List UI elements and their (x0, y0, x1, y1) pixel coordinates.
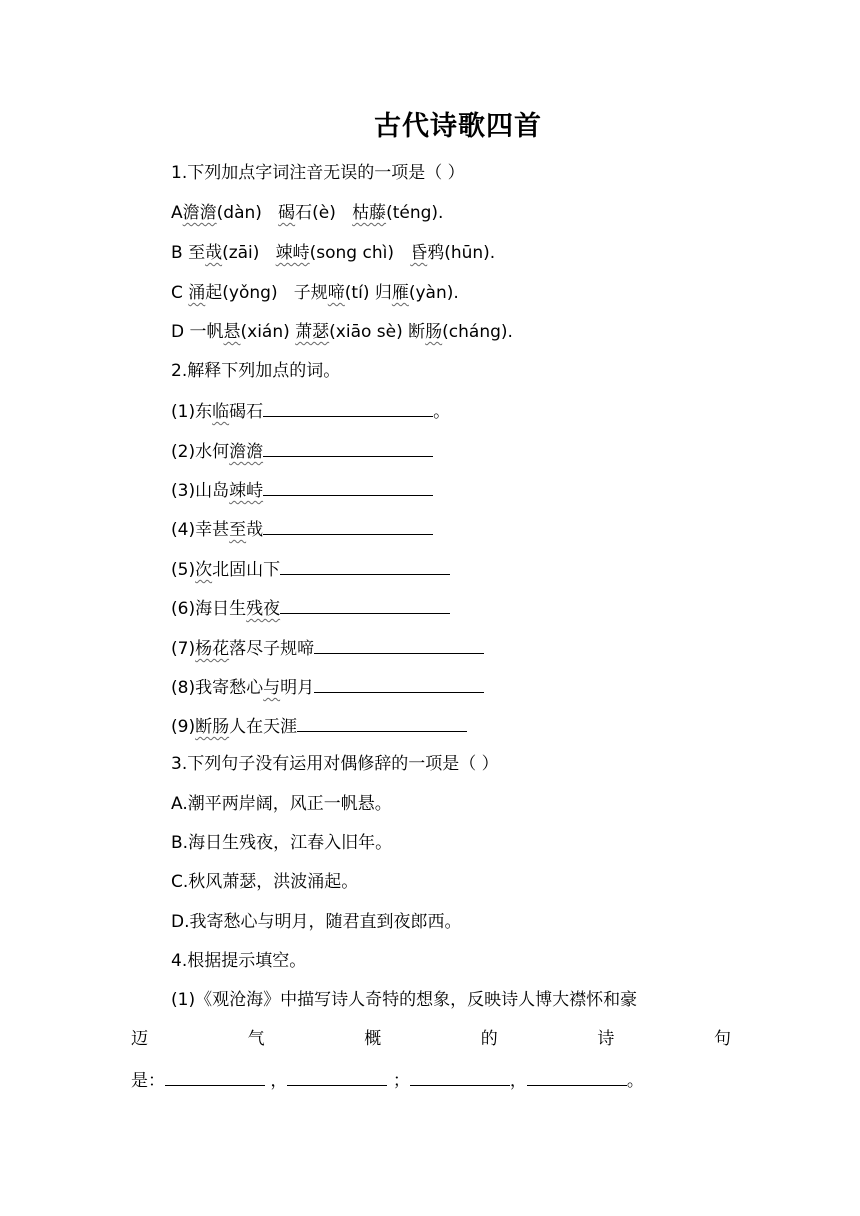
text: 水何 (195, 442, 230, 462)
q2-item-7 (171, 635, 484, 661)
answer-blank[interactable] (314, 635, 484, 654)
item-number: (7) (171, 639, 196, 659)
marked-word: 澹澹 (229, 442, 264, 462)
pinyin: (cháng). (442, 322, 513, 342)
word: 子规 (293, 283, 328, 303)
word: 归 (374, 283, 392, 303)
page-title: 古代诗歌四首 (374, 111, 542, 142)
option-label: D (171, 322, 185, 342)
text: 山岛 (195, 481, 230, 501)
text: 东 (195, 402, 213, 422)
item-number: (2) (171, 442, 196, 462)
text: 明月 (280, 678, 315, 698)
marked-word: 杨花 (195, 639, 230, 659)
char: 诗 (597, 1029, 615, 1049)
answer-blank[interactable] (297, 713, 467, 732)
punct: ， (509, 1071, 527, 1091)
marked-word: 雁 (391, 283, 409, 303)
q2-item-9 (171, 713, 467, 739)
answer-blank[interactable] (263, 477, 433, 496)
q3-option-d: D.我寄愁心与明月，随君直到夜郎西。 (171, 912, 462, 932)
q2-item-4 (171, 516, 433, 542)
text: 北固山下 (212, 560, 281, 580)
word: 鸦 (427, 243, 445, 263)
marked-word: 竦峙 (229, 481, 264, 501)
q2-item-8 (171, 674, 484, 700)
word: 石 (295, 203, 313, 223)
q1-stem: 1.下列加点字词注音无误的一项是（ ） (171, 163, 465, 183)
q3-option-c: C.秋风萧瑟，洪波涌起。 (171, 872, 359, 892)
option-label: C (171, 283, 183, 303)
char: 句 (713, 1029, 731, 1049)
marked-word: 肠 (425, 322, 443, 342)
pinyin: (song chì) (309, 243, 394, 263)
answer-blank[interactable] (263, 398, 433, 417)
item-number: (3) (171, 481, 196, 501)
answer-blank[interactable] (280, 556, 450, 575)
text: 落尽子规啼 (229, 639, 315, 659)
answer-blank[interactable] (280, 595, 450, 614)
punct: ； (392, 1071, 410, 1091)
q2-item-5 (171, 556, 450, 582)
char: 气 (247, 1029, 265, 1049)
text: 我寄愁心 (195, 678, 264, 698)
q1-option-c (171, 281, 459, 305)
q1-option-d (171, 320, 513, 344)
marked-word: 断肠 (195, 717, 230, 737)
text: 人在天涯 (229, 717, 298, 737)
marked-word: 次 (195, 560, 213, 580)
pinyin: (téng). (386, 203, 444, 223)
pinyin: (hūn). (444, 243, 496, 263)
pinyin: (è) (312, 203, 336, 223)
text: 海日生 (195, 599, 247, 619)
pinyin: (tí) (344, 283, 370, 303)
q3-option-b: B.海日生残夜，江春入旧年。 (171, 833, 393, 853)
answer-blank[interactable] (527, 1067, 627, 1086)
q1-option-a (171, 201, 443, 225)
q4-sub1-text: (1)《观沧海》中描写诗人奇特的想象，反映诗人博大襟怀和豪 (171, 990, 638, 1010)
answer-blank[interactable] (165, 1067, 265, 1086)
marked-word: 枯藤 (352, 203, 387, 223)
marked-word: 悬 (223, 322, 241, 342)
marked-word: 啼 (327, 283, 345, 303)
q2-item-3 (171, 477, 433, 503)
answer-blank[interactable] (287, 1067, 387, 1086)
q2-stem: 2.解释下列加点的词。 (171, 361, 341, 381)
marked-word: 与 (263, 678, 281, 698)
item-number: (1) (171, 402, 196, 422)
marked-word: 澹澹 (182, 203, 217, 223)
item-number: (5) (171, 560, 196, 580)
marked-word: 萧瑟 (295, 322, 330, 342)
item-number: (8) (171, 678, 196, 698)
marked-word: 竦峙 (275, 243, 310, 263)
char: 的 (480, 1029, 498, 1049)
q1-option-b (171, 241, 495, 265)
q2-item-2 (171, 438, 433, 464)
option-label: B (171, 243, 183, 263)
pinyin: (dàn) (216, 203, 262, 223)
text: 。 (433, 402, 451, 422)
marked-word: 碣 (278, 203, 296, 223)
text: 碣石 (229, 402, 264, 422)
q2-item-6 (171, 595, 450, 621)
text: 哉 (246, 520, 264, 540)
item-number: (6) (171, 599, 196, 619)
q3-stem: 3.下列句子没有运用对偶修辞的一项是（ ） (171, 754, 499, 774)
item-number: (9) (171, 717, 196, 737)
pinyin: (yǒng) (222, 283, 278, 303)
punct: ， (270, 1071, 288, 1091)
answer-blank[interactable] (263, 516, 433, 535)
word: 断 (408, 322, 426, 342)
pinyin: (xiāo sè) (329, 322, 403, 342)
answer-blank[interactable] (410, 1067, 510, 1086)
item-number: (4) (171, 520, 196, 540)
char: 迈 (131, 1029, 148, 1049)
marked-word: 涌 (188, 283, 206, 303)
pinyin: (xián) (240, 322, 290, 342)
answer-blank[interactable] (314, 674, 484, 693)
word: 一帆 (189, 322, 224, 342)
word: 至 (188, 243, 206, 263)
answer-blank[interactable] (263, 438, 433, 457)
text: 幸甚 (195, 520, 230, 540)
char: 概 (364, 1029, 382, 1049)
q4-sub1-answer-line (131, 1067, 644, 1093)
q4-sub1-justified-line (131, 1027, 731, 1051)
marked-word: 至 (229, 520, 247, 540)
q2-item-1 (171, 398, 450, 424)
marked-word: 昏 (410, 243, 428, 263)
pinyin: (zāi) (222, 243, 260, 263)
option-label: A (171, 203, 183, 223)
punct: 。 (626, 1071, 644, 1091)
text: 是： (131, 1071, 165, 1091)
marked-word: 残夜 (246, 599, 281, 619)
word: 起 (205, 283, 223, 303)
marked-word: 哉 (205, 243, 223, 263)
q3-option-a: A.潮平两岸阔，风正一帆悬。 (171, 794, 392, 814)
marked-word: 临 (212, 402, 230, 422)
pinyin: (yàn). (408, 283, 459, 303)
q4-stem: 4.根据提示填空。 (171, 951, 307, 971)
